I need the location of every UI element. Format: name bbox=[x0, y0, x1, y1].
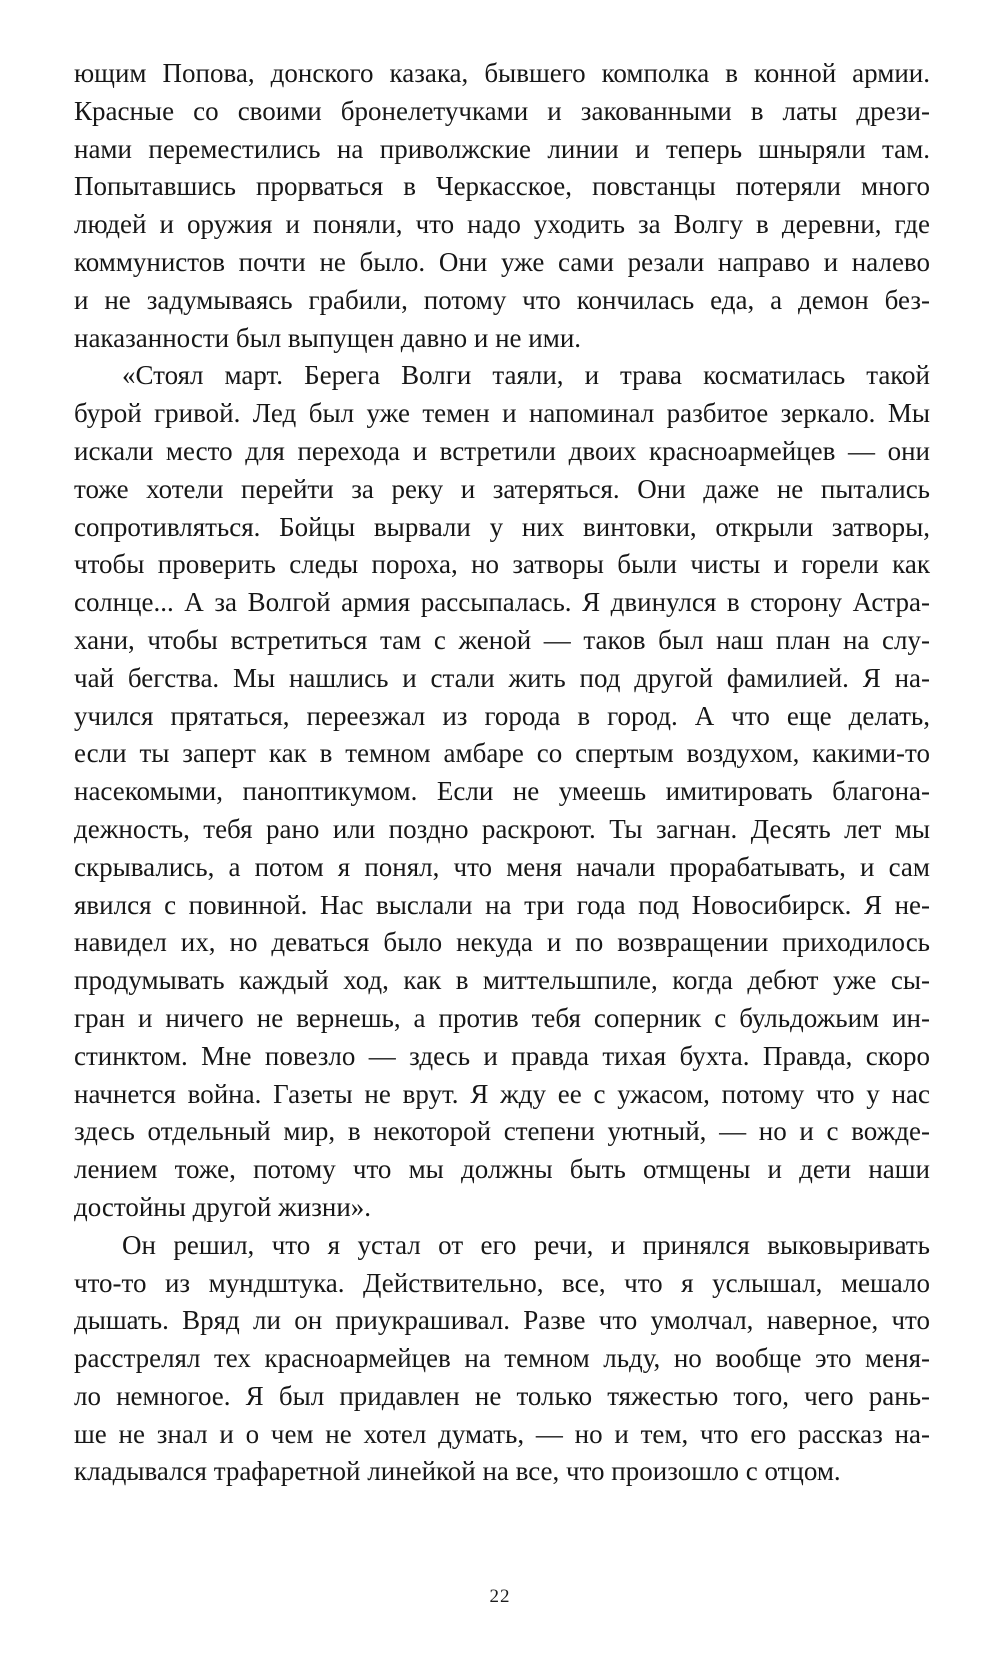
text-line: достойны другой жизни». bbox=[74, 1191, 372, 1222]
text-line: наказанности был выпущен давно и не ими. bbox=[74, 322, 582, 353]
text-line: Красные со своими бронелетучками и закованными в латы дрези- bbox=[74, 95, 930, 126]
text-line: если ты заперт как в темном амбаре со спертым воздухом, какими-то bbox=[74, 738, 930, 769]
text-line: сопротивляться. Бойцы вырвали у них винтовки, открыли затворы, bbox=[74, 511, 930, 542]
text-line: нами переместились на приволжские линии и теперь шныряли там. bbox=[74, 133, 930, 164]
text-line: ющим Попова, донского казака, бывшего комполка в конной армии. bbox=[74, 58, 930, 88]
text-line: Он решил, что я устал от его речи, и принялся выковыривать bbox=[122, 1229, 930, 1260]
text-line: «Стоял март. Берега Волги таяли, и трава косматилась такой bbox=[122, 360, 930, 391]
text-line: солнце... А за Волгой армия рассыпалась. Я двинулся в сторону Астра- bbox=[74, 587, 930, 618]
text-line: ло немногое. Я был придавлен не только тяжестью того, чего рань- bbox=[74, 1380, 930, 1411]
text-line: чтобы проверить следы пороха, но затворы были чисты и горели как bbox=[74, 549, 930, 580]
text-line: лением тоже, потому что мы должны быть отмщены и дети наши bbox=[74, 1154, 930, 1185]
text-line: искали место для перехода и встретили двоих красноармейцев — они bbox=[74, 435, 930, 466]
text-line: расстрелял тех красноармейцев на темном льду, но вообще это меня- bbox=[74, 1343, 930, 1374]
text-line: стинктом. Мне повезло — здесь и правда тихая бухта. Правда, скоро bbox=[74, 1040, 930, 1071]
text-line: навидел их, но деваться было некуда и по возвращении приходилось bbox=[74, 927, 930, 958]
text-line: бурой гривой. Лед был уже темен и напоминал разбитое зеркало. Мы bbox=[74, 398, 930, 429]
text-line: ше не знал и о чем не хотел думать, — но и тем, что его рассказ на- bbox=[74, 1418, 930, 1449]
paragraph bbox=[74, 55, 930, 357]
text-line: кладывался трафаретной линейкой на все, что произошло с отцом. bbox=[74, 1456, 841, 1487]
text-line: здесь отдельный мир, в некоторой степени уютный, — но и с вожде- bbox=[74, 1116, 930, 1147]
text-line: чай бегства. Мы нашлись и стали жить под другой фамилией. Я на- bbox=[74, 662, 930, 693]
text-line: дышать. Вряд ли он приукрашивал. Разве что умолчал, наверное, что bbox=[74, 1305, 930, 1336]
text-block bbox=[74, 55, 930, 1491]
text-line: явился с повинной. Нас выслали на три года под Новосибирск. Я не- bbox=[74, 889, 930, 920]
text-line: людей и оружия и поняли, что надо уходить за Волгу в деревни, где bbox=[74, 209, 930, 240]
text-line: коммунистов почти не было. Они уже сами резали направо и налево bbox=[74, 246, 930, 277]
paragraph bbox=[74, 1227, 930, 1492]
text-line: гран и ничего не вернешь, а против тебя соперник с бульдожьим ин- bbox=[74, 1002, 930, 1033]
text-line: продумывать каждый ход, как в миттельшпиле, когда дебют уже сы- bbox=[74, 965, 930, 996]
text-line: начнется война. Газеты не врут. Я жду ее с ужасом, потому что у нас bbox=[74, 1078, 930, 1109]
text-line: скрывались, а потом я понял, что меня начали прорабатывать, и сам bbox=[74, 851, 930, 882]
text-line: хани, чтобы встретиться там с женой — таков был наш план на слу- bbox=[74, 624, 930, 655]
text-line: и не задумываясь грабили, потому что кончилась еда, а демон без- bbox=[74, 284, 930, 315]
page-number: 22 bbox=[489, 1586, 511, 1607]
text-line: тоже хотели перейти за реку и затеряться. Они даже не пытались bbox=[74, 473, 930, 504]
text-line: что-то из мундштука. Действительно, все, что я услышал, мешало bbox=[74, 1267, 930, 1298]
text-line: Попытавшись прорваться в Черкасское, повстанцы потеряли много bbox=[74, 171, 930, 202]
text-line: насекомыми, паноптикумом. Если не умеешь имитировать благона- bbox=[74, 776, 930, 807]
text-line: учился прятаться, переезжал из города в город. А что еще делать, bbox=[74, 700, 930, 731]
text-line: дежность, тебя рано или поздно раскроют. Ты загнан. Десять лет мы bbox=[74, 813, 930, 844]
paragraph bbox=[74, 357, 930, 1226]
